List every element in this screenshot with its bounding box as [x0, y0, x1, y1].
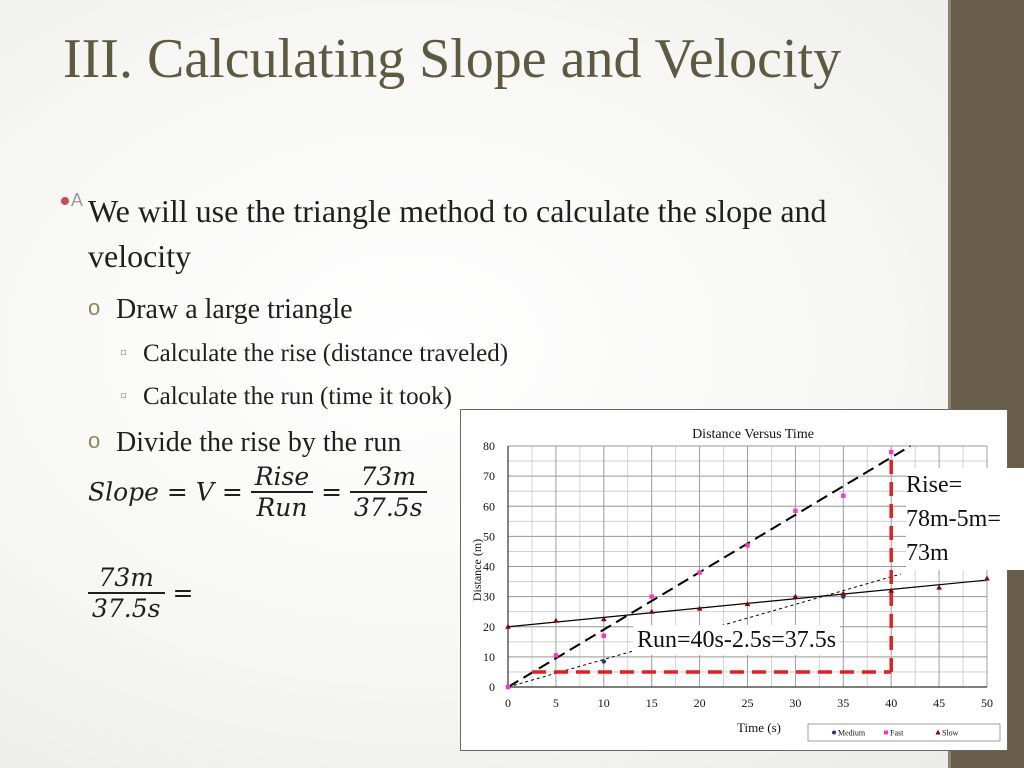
fraction-denominator: 37.5s	[350, 491, 427, 522]
rise-line-1: Rise=	[906, 472, 963, 498]
x-tick-label: 30	[789, 696, 802, 710]
x-tick-label: 0	[505, 696, 511, 710]
fraction-numerator: 73m	[98, 563, 155, 592]
legend-label-medium: Medium	[838, 728, 866, 738]
y-tick-label: 0	[489, 680, 495, 694]
data-point-slow	[984, 576, 990, 581]
result-equation	[88, 563, 193, 623]
sub-bullet-marker-icon: o	[88, 295, 101, 320]
x-tick-label: 40	[885, 696, 898, 710]
subsub-bullet-rise: Calculate the rise (distance traveled)	[143, 340, 509, 367]
subsub-bullet-run: Calculate the run (time it took)	[143, 383, 452, 410]
y-tick-label: 60	[483, 499, 495, 514]
bullet-dot-icon	[61, 197, 69, 205]
distance-time-chart	[460, 409, 1008, 751]
subsub-bullet-marker-icon: ¤	[120, 389, 127, 404]
data-point-fast	[506, 685, 510, 689]
sub-bullet-draw-triangle: Draw a large triangle	[116, 294, 353, 325]
fraction-denominator: Run	[251, 491, 313, 522]
y-axis-label: Distance (m)	[470, 538, 484, 602]
x-tick-label: 20	[693, 696, 706, 710]
sub-bullet-marker-icon: o	[88, 428, 101, 453]
data-point-slow	[649, 609, 655, 614]
values-fraction	[88, 563, 165, 623]
equals-sign: =	[321, 477, 343, 507]
y-tick-label: 30	[483, 589, 495, 604]
x-tick-label: 15	[645, 696, 658, 710]
values-fraction	[350, 462, 427, 522]
data-point-slow	[841, 591, 847, 596]
fraction-denominator: 37.5s	[88, 592, 165, 623]
x-tick-label: 10	[597, 696, 610, 710]
y-tick-label: 10	[483, 649, 495, 664]
equation-lhs: Slope = V =	[88, 477, 243, 507]
y-tick-label: 80	[483, 439, 495, 453]
data-point-slow	[793, 594, 799, 599]
chart-legend	[808, 724, 1000, 741]
legend-label-fast: Fast	[890, 728, 904, 738]
data-point-fast	[745, 543, 749, 547]
equals-sign: =	[172, 578, 194, 608]
rise-annotation	[906, 468, 1024, 570]
y-tick-label: 40	[483, 559, 495, 574]
legend-marker-fast	[884, 731, 888, 735]
sub-bullet-divide: Divide the rise by the run	[116, 427, 402, 458]
y-tick-label: 70	[483, 469, 495, 484]
slope-equation	[88, 462, 427, 522]
x-tick-label: 45	[933, 696, 946, 710]
x-tick-label: 35	[837, 696, 850, 710]
data-point-fast	[650, 594, 654, 598]
chart-svg	[461, 410, 1009, 752]
fraction-numerator: 73m	[360, 462, 417, 491]
fraction-numerator: Rise	[254, 462, 310, 491]
chart-title: Distance Versus Time	[692, 427, 814, 442]
legend-label-slow: Slow	[942, 728, 959, 738]
subsub-bullet-marker-icon: ¤	[120, 346, 127, 361]
slide-title: III. Calculating Slope and Velocity	[63, 28, 842, 90]
data-point-fast	[697, 570, 701, 574]
rise-over-run-fraction	[251, 462, 313, 522]
rise-line-2: 78m-5m=	[906, 506, 1001, 532]
x-axis-label: Time (s)	[737, 720, 781, 735]
y-tick-label: 50	[483, 529, 495, 544]
data-point-fast	[554, 653, 558, 657]
legend-marker-medium	[832, 731, 836, 735]
data-point-medium	[602, 659, 606, 663]
y-tick-label: 20	[483, 619, 495, 634]
stray-character: A	[71, 190, 84, 210]
data-point-fast	[602, 634, 606, 638]
x-tick-label: 25	[741, 696, 754, 710]
data-point-fast	[841, 494, 845, 498]
data-point-fast	[889, 450, 893, 454]
rise-line-3: 73m	[906, 540, 949, 566]
x-tick-label: 50	[981, 696, 993, 710]
data-point-fast	[793, 509, 797, 513]
main-bullet-text: We will use the triangle method to calculate the slope and velocity	[88, 193, 827, 274]
run-annotation: Run=40s-2.5s=37.5s	[633, 625, 840, 655]
data-point-slow	[553, 618, 559, 623]
x-tick-label: 5	[552, 696, 559, 710]
